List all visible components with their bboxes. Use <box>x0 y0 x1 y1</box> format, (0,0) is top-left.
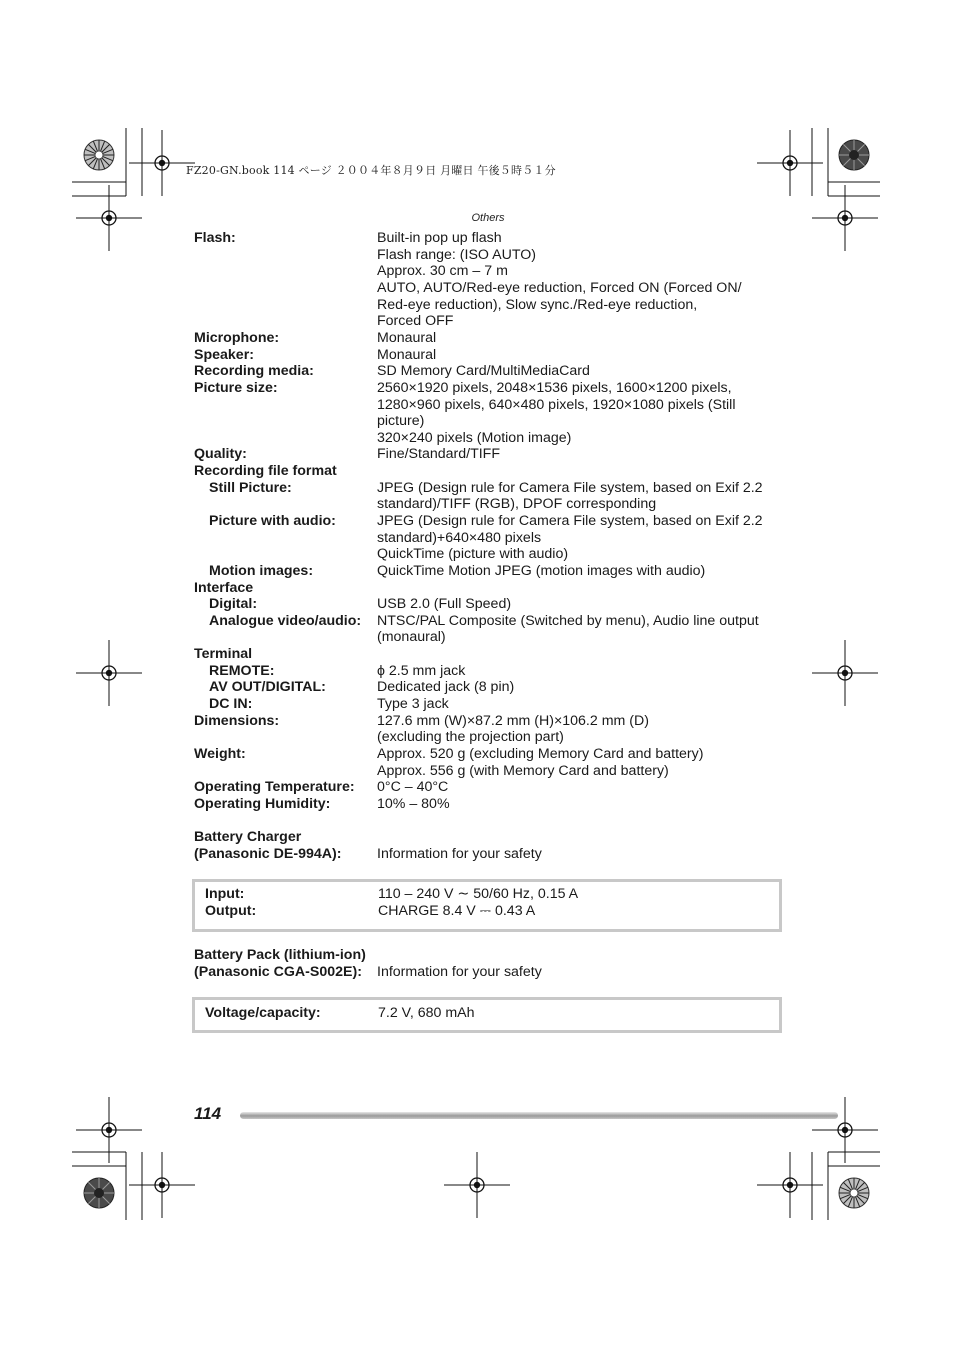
print-info-header: FZ20-GN.book 114 ページ ２００４年８月９日 月曜日 午後５時５１分 <box>186 164 556 177</box>
flash-value-4: AUTO, AUTO/Red-eye reduction, Forced ON (Forced ON/ <box>377 280 742 296</box>
operating-temperature-value: 0°C – 40°C <box>377 779 449 795</box>
dc-in-value: Type 3 jack <box>377 696 449 712</box>
digital-value: USB 2.0 (Full Speed) <box>377 596 512 612</box>
flash-value-1: Built-in pop up flash <box>377 230 502 246</box>
av-out-label: AV OUT/DIGITAL: <box>209 679 326 695</box>
section-title: Others <box>471 212 505 224</box>
picture-size-value-3: picture) <box>377 413 425 429</box>
battery-pack-safety: Information for your safety <box>377 964 542 980</box>
quality-label: Quality: <box>194 446 247 462</box>
dimensions-value-1: 127.6 mm (W)×87.2 mm (H)×106.2 mm (D) <box>377 713 649 729</box>
terminal-label: Terminal <box>194 646 253 662</box>
voltage-capacity-value: 7.2 V, 680 mAh <box>378 1005 475 1021</box>
dc-in-label: DC IN: <box>209 696 253 712</box>
motion-images-value: QuickTime Motion JPEG (motion images with audio) <box>377 563 706 579</box>
remote-value: ϕ 2.5 mm jack <box>377 663 466 679</box>
output-value: CHARGE 8.4 V ⎓ 0.43 A <box>378 903 536 919</box>
battery-pack-label: Battery Pack (lithium-ion) <box>194 947 366 963</box>
dimensions-value-2: (excluding the projection part) <box>377 729 564 745</box>
weight-value-2: Approx. 556 g (with Memory Card and battery) <box>377 763 669 779</box>
av-out-value: Dedicated jack (8 pin) <box>377 679 515 695</box>
picture-size-value-2: 1280×960 pixels, 640×480 pixels, 1920×1080 pixels (Still <box>377 397 736 413</box>
picture-with-audio-value-2: standard)+640×480 pixels <box>377 530 542 546</box>
picture-size-value-4: 320×240 pixels (Motion image) <box>377 430 572 446</box>
still-picture-label: Still Picture: <box>209 480 292 496</box>
microphone-label: Microphone: <box>194 330 280 346</box>
battery-charger-safety: Information for your safety <box>377 846 542 862</box>
analogue-value-2: (monaural) <box>377 629 446 645</box>
operating-humidity-label: Operating Humidity: <box>194 796 331 812</box>
recording-media-label: Recording media: <box>194 363 314 379</box>
battery-charger-label: Battery Charger <box>194 829 302 845</box>
picture-size-value-1: 2560×1920 pixels, 2048×1536 pixels, 1600×1200 pixels, <box>377 380 732 396</box>
operating-temperature-label: Operating Temperature: <box>194 779 355 795</box>
analogue-value-1: NTSC/PAL Composite (Switched by menu), Audio line output <box>377 613 759 629</box>
weight-value-1: Approx. 520 g (excluding Memory Card and battery) <box>377 746 704 762</box>
flash-value-5: Red-eye reduction), Slow sync./Red-eye reduction, <box>377 297 698 313</box>
flash-label: Flash: <box>194 230 236 246</box>
picture-with-audio-value-1: JPEG (Design rule for Camera File system, based on Exif 2.2 <box>377 513 763 529</box>
quality-value: Fine/Standard/TIFF <box>377 446 501 462</box>
flash-value-6: Forced OFF <box>377 313 454 329</box>
voltage-capacity-label: Voltage/capacity: <box>205 1005 321 1021</box>
still-picture-value-2: standard)/TIFF (RGB), DPOF corresponding <box>377 496 657 512</box>
flash-value-3: Approx. 30 cm – 7 m <box>377 263 508 279</box>
battery-pack-box <box>192 997 782 1033</box>
interface-label: Interface <box>194 580 254 596</box>
picture-with-audio-value-3: QuickTime (picture with audio) <box>377 546 569 562</box>
remote-label: REMOTE: <box>209 663 275 679</box>
picture-with-audio-label: Picture with audio: <box>209 513 336 529</box>
digital-label: Digital: <box>209 596 258 612</box>
input-value: 110 – 240 V ∼ 50/60 Hz, 0.15 A <box>378 886 579 902</box>
recording-file-format-label: Recording file format <box>194 463 337 479</box>
footer-rule <box>240 1112 838 1119</box>
recording-media-value: SD Memory Card/MultiMediaCard <box>377 363 590 379</box>
input-label: Input: <box>205 886 245 902</box>
battery-pack-model: (Panasonic CGA-S002E): <box>194 964 362 980</box>
weight-label: Weight: <box>194 746 246 762</box>
dimensions-label: Dimensions: <box>194 713 280 729</box>
operating-humidity-value: 10% – 80% <box>377 796 450 812</box>
still-picture-value-1: JPEG (Design rule for Camera File system, based on Exif 2.2 <box>377 480 763 496</box>
speaker-label: Speaker: <box>194 347 254 363</box>
battery-charger-box <box>192 879 782 932</box>
page-number: 114 <box>194 1104 222 1123</box>
speaker-value: Monaural <box>377 347 437 363</box>
flash-value-2: Flash range: (ISO AUTO) <box>377 247 537 263</box>
analogue-label: Analogue video/audio: <box>209 613 362 629</box>
microphone-value: Monaural <box>377 330 437 346</box>
picture-size-label: Picture size: <box>194 380 278 396</box>
motion-images-label: Motion images: <box>209 563 314 579</box>
output-label: Output: <box>205 903 257 919</box>
battery-charger-model: (Panasonic DE-994A): <box>194 846 342 862</box>
